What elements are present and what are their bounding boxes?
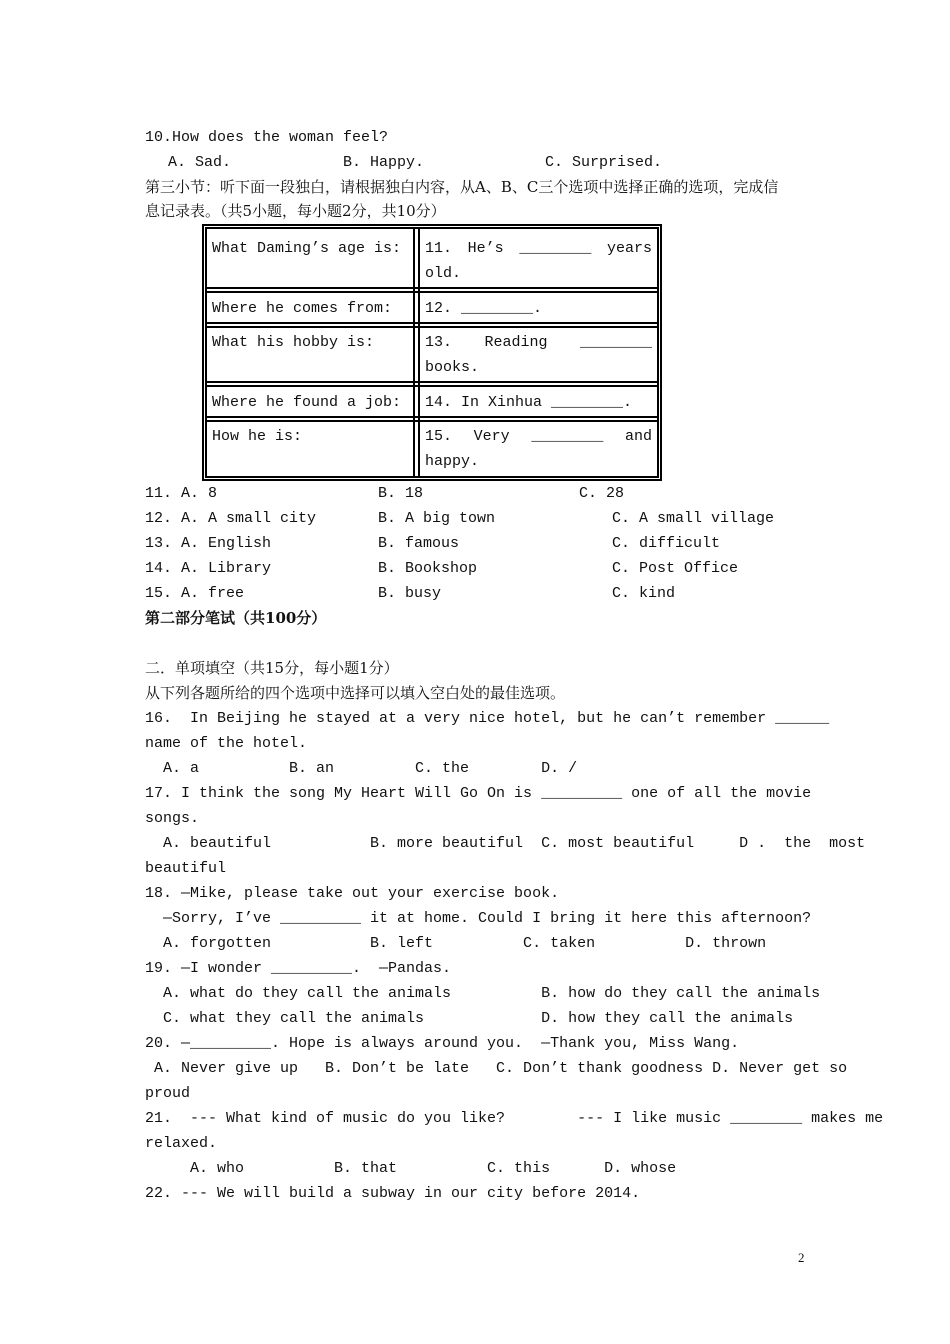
q14-option-c: C. Post Office — [612, 560, 739, 577]
q17-stem-line2: songs. — [145, 810, 200, 827]
q10-option-c: C. Surprised. — [545, 154, 663, 171]
table-label-how: How he is: — [212, 428, 303, 445]
q19-stem: 19. —I wonder _________. —Pandas. — [145, 960, 452, 977]
q13-option-a: 13. A. English — [145, 535, 272, 552]
q10-option-b: B. Happy. — [343, 154, 425, 171]
q13-option-b: B. famous — [378, 535, 460, 552]
info-record-table — [202, 224, 662, 481]
part2-title: 第二部分笔试（共100分） — [145, 609, 327, 627]
q16-stem-line1: 16. In Beijing he stayed at a very nice hotel, but he can’t remember ______ — [145, 710, 830, 727]
q21-stem-line2: relaxed. — [145, 1135, 218, 1152]
q12-option-a: 12. A. A small city — [145, 510, 317, 527]
q20-options: A. Never give up B. Don’t be late C. Don’t thank goodness D. Never get so — [145, 1060, 848, 1077]
q14-option-a: 14. A. Library — [145, 560, 272, 577]
q18-options: A. forgotten B. left C. taken D. thrown — [145, 935, 767, 952]
q11-option-c: C. 28 — [579, 485, 625, 502]
q20-options-cont: proud — [145, 1085, 191, 1102]
table-label-age: What Daming’s age is: — [212, 240, 402, 257]
q10-option-a: A. Sad. — [168, 154, 232, 171]
table-value-11: 11. He’s ________ years old. — [425, 240, 652, 282]
section2-title: 二．单项填空（共15分，每小题1分） — [145, 659, 399, 677]
table-value-13: 13. Reading ________ books. — [425, 334, 652, 376]
q14-option-b: B. Bookshop — [378, 560, 478, 577]
q11-option-b: B. 18 — [378, 485, 424, 502]
table-value-12: 12. ________. — [425, 300, 543, 317]
q10-stem: 10.How does the woman feel? — [145, 129, 389, 146]
q17-options-cont: beautiful — [145, 860, 227, 877]
q13-option-c: C. difficult — [612, 535, 721, 552]
q22-stem: 22. --- We will build a subway in our city before 2014. — [145, 1185, 641, 1202]
q15-option-c: C. kind — [612, 585, 676, 602]
table-column-divider — [413, 229, 420, 476]
table-label-from: Where he comes from: — [212, 300, 393, 317]
table-value-14: 14. In Xinhua ________. — [425, 394, 633, 411]
q21-stem-line1: 21. --- What kind of music do you like? --- I like music ________ makes me — [145, 1110, 884, 1127]
q17-stem-line1: 17. I think the song My Heart Will Go On is _________ one of all the movie — [145, 785, 812, 802]
q21-options: A. who B. that C. this D. whose — [145, 1160, 677, 1177]
table-label-job: Where he found a job: — [212, 394, 402, 411]
q15-option-b: B. busy — [378, 585, 442, 602]
q19-options-cd: C. what they call the animals D. how they call the animals — [145, 1010, 794, 1027]
q18-stem-line1: 18. —Mike, please take out your exercise book. — [145, 885, 560, 902]
q12-option-c: C. A small village — [612, 510, 775, 527]
section3-instruction-line2: 息记录表。（共5小题，每小题2分，共10分） — [145, 202, 446, 220]
table-label-hobby: What his hobby is: — [212, 334, 375, 351]
q11-option-a: 11. A. 8 — [145, 485, 218, 502]
q16-options: A. a B. an C. the D. / — [145, 760, 578, 777]
q17-options: A. beautiful B. more beautiful C. most beautiful D . the most — [145, 835, 866, 852]
q16-stem-line2: name of the hotel. — [145, 735, 308, 752]
q12-option-b: B. A big town — [378, 510, 496, 527]
page-number: 2 — [798, 1250, 805, 1265]
section3-instruction-line1: 第三小节：听下面一段独白，请根据独白内容，从A、B、C三个选项中选择正确的选项，完成信 — [145, 178, 779, 196]
q18-stem-line2: —Sorry, I’ve _________ it at home. Could I bring it here this afternoon? — [145, 910, 812, 927]
section2-instruction: 从下列各题所给的四个选项中选择可以填入空白处的最佳选项。 — [145, 684, 566, 702]
table-value-15: 15. Very ________ and happy. — [425, 428, 652, 470]
q15-option-a: 15. A. free — [145, 585, 245, 602]
q20-stem: 20. —_________. Hope is always around you. —Thank you, Miss Wang. — [145, 1035, 740, 1052]
q19-options-ab: A. what do they call the animals B. how do they call the animals — [145, 985, 821, 1002]
